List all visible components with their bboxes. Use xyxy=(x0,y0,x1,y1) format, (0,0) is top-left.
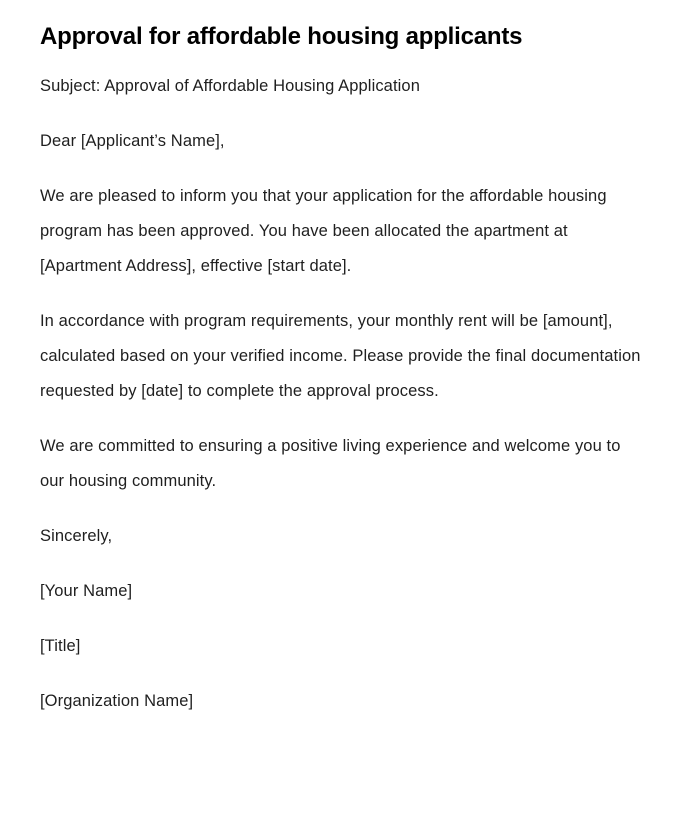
page-title: Approval for affordable housing applicants xyxy=(40,23,523,50)
letter-body-paragraph-1: We are pleased to inform you that your application for the affordable housing program has been approved. You have been allocated the apartment at [Apartment Address], effective [start date]. xyxy=(40,187,607,275)
letter-body-paragraph-3: We are committed to ensuring a positive living experience and welcome you to our housing community. xyxy=(40,437,621,490)
letter-body-paragraph-2: In accordance with program requirements, your monthly rent will be [amount], calculated based on your verified income. Please provide the final documentation requested by [date] to complete the approval process. xyxy=(40,312,641,400)
signature-title-placeholder: [Title] xyxy=(40,637,81,655)
signature-name-placeholder: [Your Name] xyxy=(40,582,133,600)
letter-salutation: Dear [Applicant’s Name], xyxy=(40,132,225,150)
letter-closing: Sincerely, xyxy=(40,527,113,545)
signature-org-placeholder: [Organization Name] xyxy=(40,692,194,710)
letter-subject-line: Subject: Approval of Affordable Housing Application xyxy=(40,77,420,95)
